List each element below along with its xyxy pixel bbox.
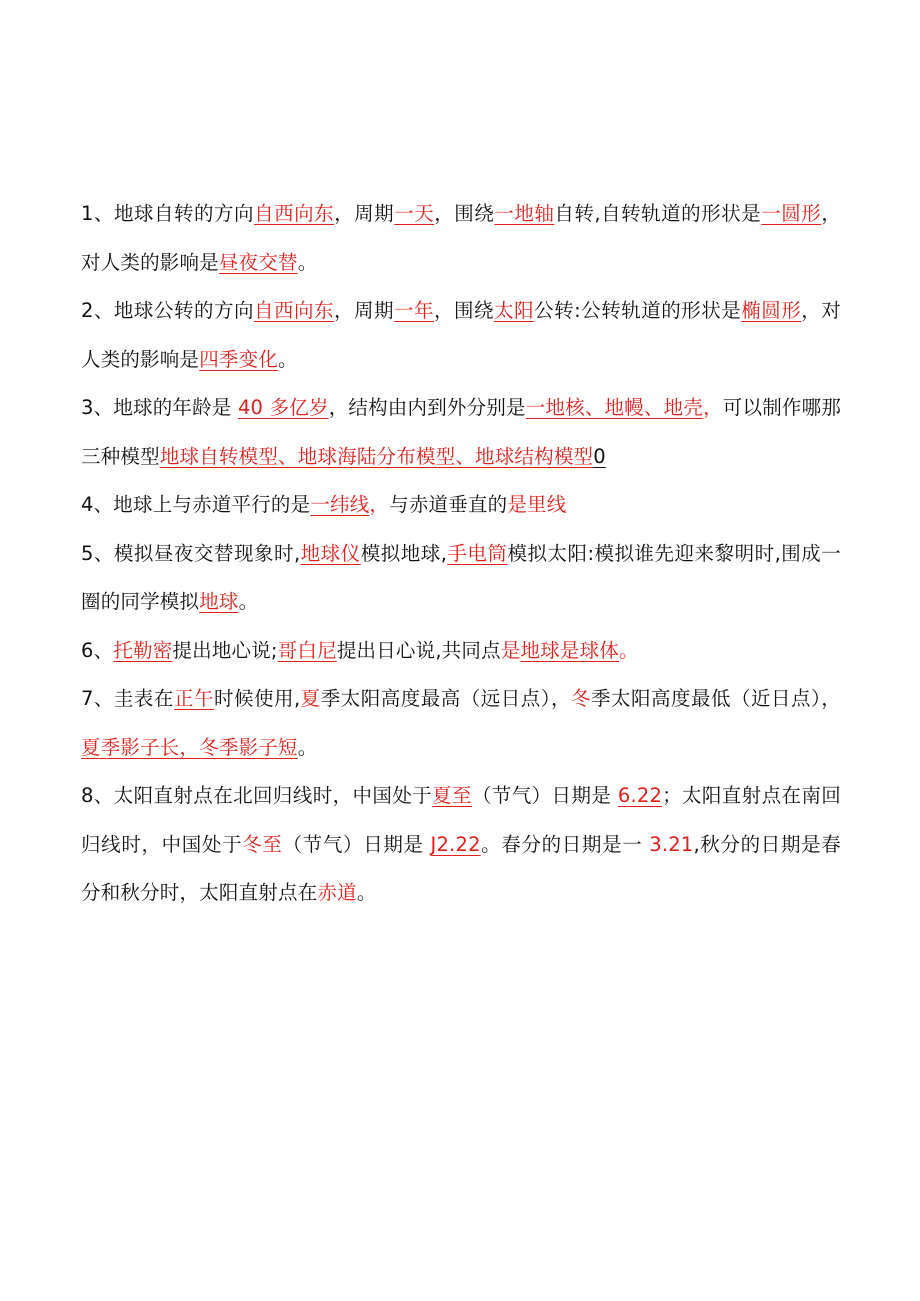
answer-text: 哥白尼 [277, 638, 337, 662]
question-text: 7、圭表在 [81, 687, 174, 710]
answer-text: 夏季影子长，冬季影子短 [81, 735, 298, 759]
question-text: 季太阳高度最高（远日点）， [320, 687, 571, 710]
answer-text: 是里线 [507, 493, 567, 516]
answer-text: ， [369, 493, 390, 516]
question-text: 模拟太阳:模拟谁先迎来黎明时,围成一圈的同学模拟 [81, 541, 841, 613]
item-4 [81, 481, 841, 530]
answer-text: 自西向东 [253, 299, 334, 322]
answer-text: 一天 [394, 202, 435, 225]
question-text: 公转:公转轨道的形状是 [534, 299, 742, 322]
item-6 [81, 627, 841, 676]
question-text: 。 [297, 250, 318, 274]
question-text: ,秋分的日期是春分和秋分时，太阳直射点在 [81, 832, 841, 904]
question-text: ，周期 [334, 299, 395, 322]
answer-text: 一地核、地幔、地壳 [525, 396, 704, 419]
item-5 [81, 530, 841, 627]
question-text: 2、地球公转的方向 [81, 299, 254, 322]
question-text: （节气）日期是 [282, 832, 431, 856]
question-text: 6、 [81, 638, 114, 662]
question-text: ，结构由内到外分别是 [328, 396, 526, 419]
question-text: 。 [278, 347, 298, 371]
answer-text: ， [703, 396, 723, 419]
answer-text: 一纬线 [310, 493, 370, 516]
question-text: 。 [238, 590, 259, 613]
answer-text: 6.22 [617, 784, 663, 807]
question-text: ，周期 [334, 202, 395, 225]
item-1 [81, 190, 841, 287]
question-text: 。春分的日期是一 [480, 832, 650, 856]
item-7 [81, 675, 841, 772]
question-text: 与赤道垂直的 [389, 493, 508, 516]
answer-text: 托勒密 [113, 638, 173, 662]
answer-text: 3.21 [649, 832, 694, 856]
answer-text: 地球是球体 [520, 638, 620, 662]
answer-text: 冬至 [242, 832, 283, 856]
question-text: 可以制作哪那三种模型 [81, 396, 842, 468]
answer-text: 。 [619, 638, 639, 662]
answer-text: 夏至 [432, 784, 472, 807]
answer-text: 四季变化 [199, 347, 279, 371]
question-text: 提出地心说; [172, 638, 278, 662]
question-text: 自转,自转轨道的形状是 [554, 202, 762, 225]
answer-text: 昼夜交替 [218, 250, 298, 274]
answer-text: 手电筒 [447, 541, 508, 565]
question-text: 提出日心说,共同点 [336, 638, 501, 662]
answer-text: 地球 [199, 590, 239, 613]
question-text: 0 [593, 444, 606, 468]
answer-text: 40 多亿岁 [237, 396, 329, 419]
question-text: 3、地球的年龄是 [81, 396, 238, 419]
question-text: ，围绕 [434, 202, 495, 225]
question-text: ，对人类的影响是 [81, 202, 842, 274]
question-text: （节气）日期是 [471, 784, 618, 807]
question-text: 。 [356, 881, 377, 904]
question-text: 。 [297, 735, 318, 759]
question-text: 时候使用, [213, 687, 301, 710]
question-text: ，对人类的影响是 [81, 299, 841, 371]
answer-text: 冬 [571, 687, 592, 710]
answer-text: 赤道 [317, 881, 357, 904]
question-text: ；太阳直射点在南回归线时，中国处于 [81, 784, 841, 856]
question-text: 1、地球自转的方向 [81, 202, 255, 225]
answer-text: 夏 [300, 687, 321, 710]
question-text: ，围绕 [434, 299, 495, 322]
question-text: 8、太阳直射点在北回归线时，中国处于 [81, 784, 433, 807]
answer-text: 地球仪 [300, 541, 361, 565]
answer-text: 正午 [173, 687, 214, 710]
answer-text: 太阳 [494, 299, 535, 322]
item-2 [81, 287, 841, 384]
question-text: 模拟地球, [360, 541, 448, 565]
item-8 [81, 772, 841, 918]
answer-text: 一年 [394, 299, 435, 322]
question-text: 4、地球上与赤道平行的是 [81, 493, 311, 516]
answer-text: J2.22 [430, 832, 481, 856]
answer-text: 地球自转模型、地球海陆分布模型、地球结构模型 [159, 444, 594, 468]
question-text: 季太阳高度最低（近日点）， [591, 687, 842, 710]
item-3 [81, 384, 841, 481]
document-content [81, 190, 841, 918]
answer-text: 一圆形 [761, 202, 822, 225]
answer-text: 是 [500, 638, 521, 662]
question-text: 5、模拟昼夜交替现象时, [81, 541, 301, 565]
answer-text: 一地轴 [494, 202, 555, 225]
answer-text: 椭圆形 [741, 299, 802, 322]
answer-text: 自西向东 [254, 202, 335, 225]
